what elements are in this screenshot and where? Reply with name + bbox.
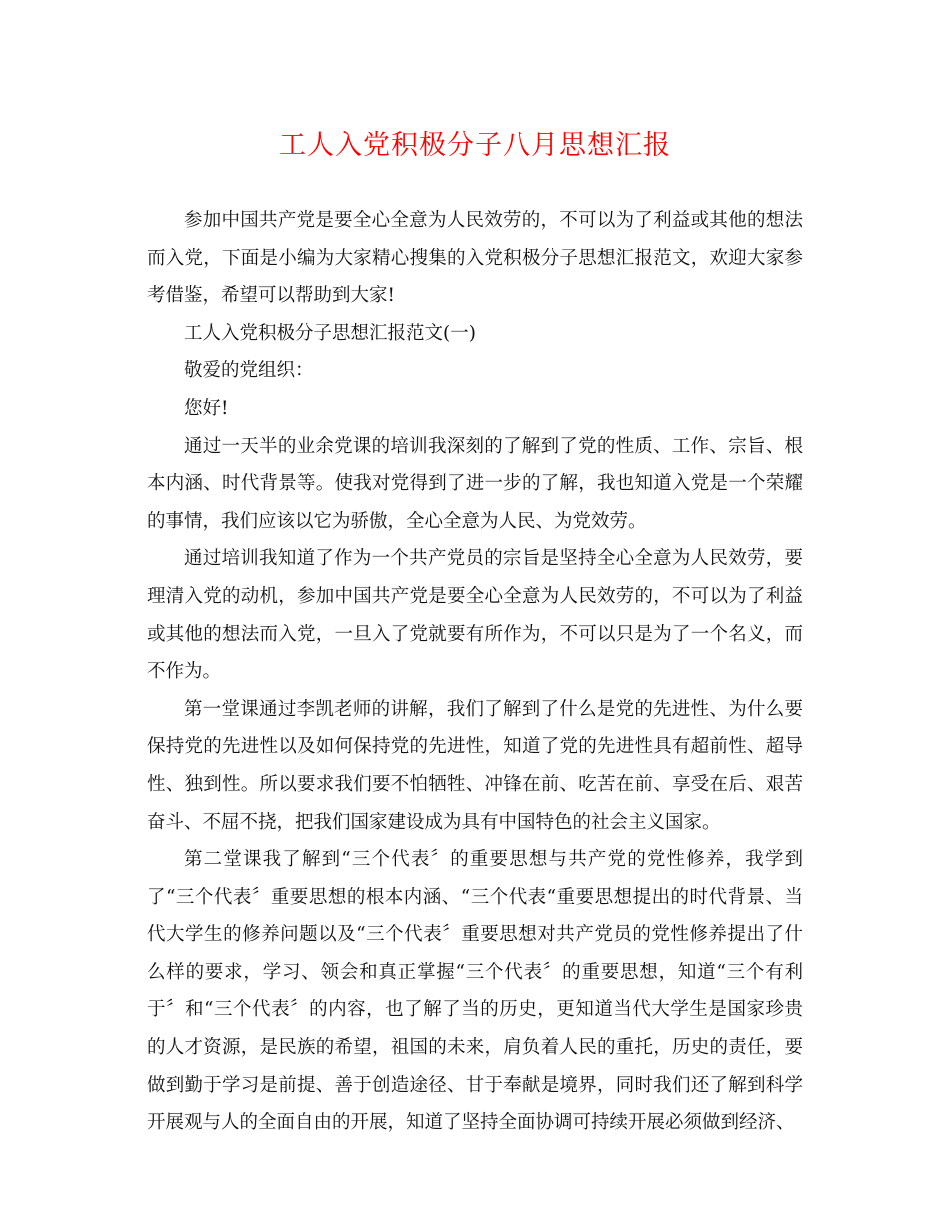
- paragraph-training: 通过一天半的业余党课的培训我深刻的了解到了党的性质、工作、宗旨、根本内涵、时代背景等。使我对党得到了进一步的了解，我也知道入党是一个荣耀的事情，我们应该以它为骄傲，全心全意为人民、为党效劳。: [147, 435, 803, 532]
- document-title: 工人入党积极分子八月思想汇报: [279, 130, 671, 161]
- paragraph-salutation: 敬爱的党组织：: [184, 360, 314, 382]
- paragraph-purpose: 通过培训我知道了作为一个共产党员的宗旨是坚持全心全意为人民效劳，要理清入党的动机，参加中国共产党是要全心全意为人民效劳的，不可以为了利益或其他的想法而入党，一旦入了党就要有所作为，不可以只是为了一个名义，而不作为。: [147, 548, 803, 683]
- paragraph-intro: 参加中国共产党是要全心全意为人民效劳的，不可以为了利益或其他的想法而入党，下面是小编为大家精心搜集的入党积极分子思想汇报范文，欢迎大家参考借鉴，希望可以帮助到大家!: [147, 210, 803, 307]
- paragraph-greeting: 您好!: [184, 397, 229, 419]
- document-body: [147, 202, 803, 1142]
- paragraph-sample-heading: 工人入党积极分子思想汇报范文(一): [184, 322, 476, 344]
- paragraph-second-lesson: 第二堂课我了解到“三个代表〞的重要思想与共产党的党性修养，我学到了“三个代表〞重要思想的根本内涵、“三个代表“重要思想提出的时代背景、当代大学生的修养问题以及“三个代表〞重要思想对共产党员的党性修养提出了什么样的要求，学习、领会和真正掌握“三个代表〞的重要思想，知道“三个有利于〞和“三个代表〞的内容，也了解了当的历史，更知道当代大学生是国家珍贵的人才资源，是民族的希望，祖国的未来，肩负着人民的重托，历史的责任，要做到勤于学习是前提、善于创造途径、甘于奉献是境界，同时我们还了解到科学开展观与人的全面自由的开展，知道了坚持全面协调可持续开展必须做到经济、: [147, 849, 803, 1134]
- paragraph-first-lesson: 第一堂课通过李凯老师的讲解，我们了解到了什么是党的先进性、为什么要保持党的先进性以及如何保持党的先进性，知道了党的先进性具有超前性、超导性、独到性。所以要求我们要不怕牺牲、冲锋在前、吃苦在前、享受在后、艰苦奋斗、不屈不挠，把我们国家建设成为具有中国特色的社会主义国家。: [147, 698, 803, 833]
